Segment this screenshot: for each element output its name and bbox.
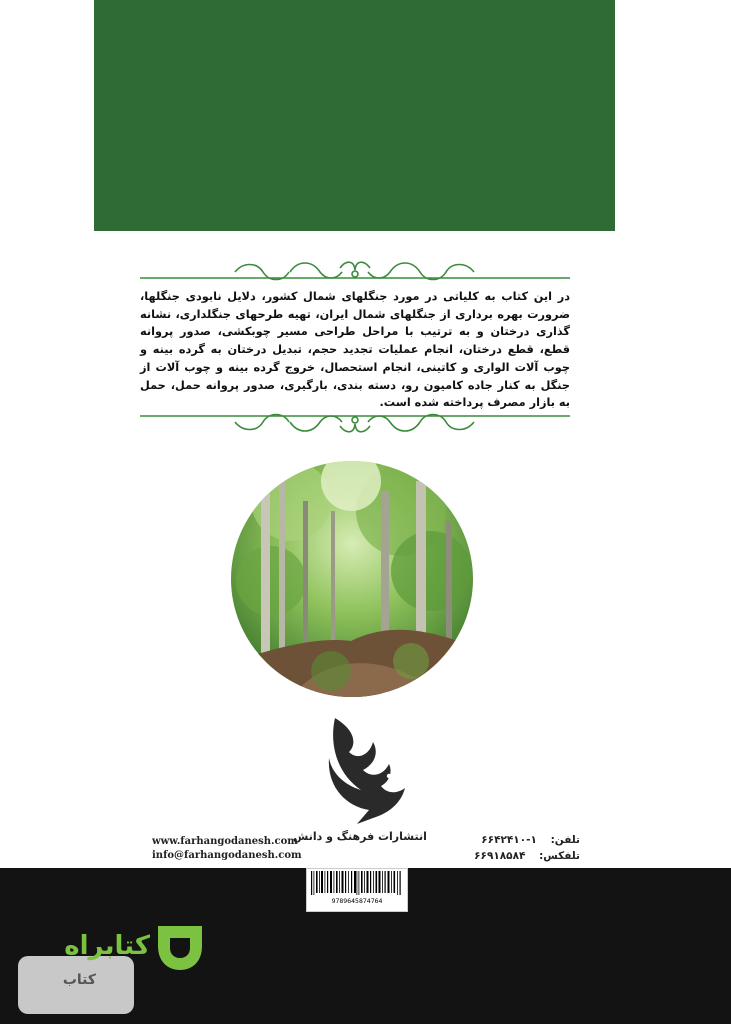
- publisher-name: انتشارات فرهنگ و دانش: [293, 830, 427, 843]
- ornament-divider-top-icon: [140, 258, 570, 284]
- email-link[interactable]: info@farhangodanesh.com: [152, 850, 302, 861]
- phone-number: ۶۶۴۲۴۱۰-۱: [481, 834, 537, 846]
- barcode: [306, 868, 408, 912]
- watermark-badge-text: کتاب: [62, 972, 96, 988]
- green-cover-panel: [94, 0, 615, 231]
- ketabrah-logo-icon: [150, 916, 210, 976]
- forest-photo: [231, 461, 473, 697]
- fax-line: [420, 850, 580, 862]
- phone-label: تلفن:: [550, 834, 580, 846]
- phone-line: [420, 834, 580, 846]
- bird-logo-icon: [327, 714, 407, 826]
- fax-label: تلفکس:: [539, 850, 580, 862]
- ornament-divider-bottom-icon: [140, 412, 570, 438]
- fax-number: ۶۶۹۱۸۵۸۴: [474, 850, 526, 862]
- book-description: در این کتاب به کلیاتی در مورد جنگلهای شمال کشور، دلایل نابودی جنگلها، ضرورت بهره برداری از جنگلهای شمال ایران، تهیه طرحهای جنگلداری، نشانه گذاری درختان و به ترتیب با مراحل طراحی مسیر چوبکشی، صدور پروانه قطع، قطع درختان، انجام عملیات تجدید حجم، تبدیل درختان به گرده بینه و چوب آلات الواری و کاتینی، انجام استحصال، خروج گرده بینه و چوب آلات از جنگل به کنار جاده کامیون رو، دسته بندی، بارگیری، صدور پروانه حمل، حمل به بازار مصرف پرداخته شده است.: [140, 290, 570, 410]
- website-link[interactable]: www.farhangodanesh.com: [152, 836, 298, 847]
- watermark-text: کتابراه: [64, 931, 150, 961]
- barcode-number: 9789645874764: [331, 897, 383, 905]
